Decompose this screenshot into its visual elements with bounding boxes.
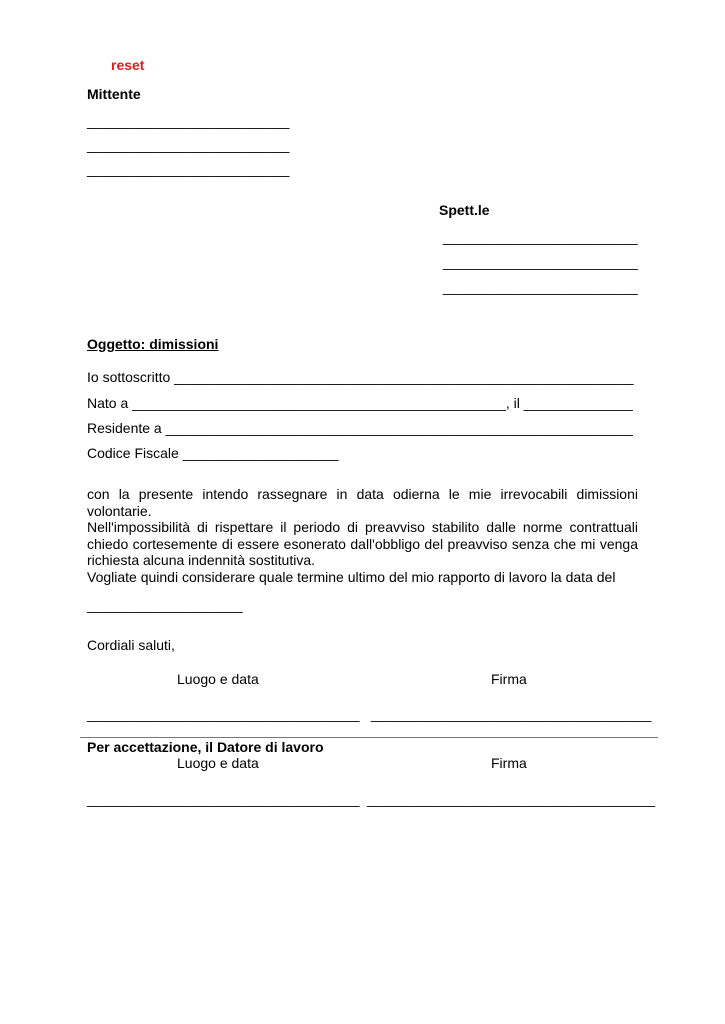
destinatario-line-1[interactable]: _________________________ — [443, 229, 638, 245]
field-nato[interactable]: Nato a ________________________________________________, il ______________ — [87, 395, 633, 411]
mittente-line-3[interactable]: __________________________ — [87, 161, 290, 177]
body-paragraph-3: Vogliate quindi considerare quale termine ultimo del mio rapporto di lavoro la data del — [87, 568, 616, 585]
destinatario-label: Spett.le — [439, 202, 490, 218]
employer-place-date-line[interactable]: ___________________________________ — [87, 791, 360, 807]
employee-place-date-line[interactable]: ___________________________________ — [87, 706, 360, 722]
field-residente[interactable]: Residente a ____________________________________________________________ — [87, 420, 633, 436]
mittente-line-2[interactable]: __________________________ — [87, 137, 290, 153]
destinatario-line-3[interactable]: _________________________ — [443, 279, 638, 295]
employee-place-date-label: Luogo e data — [177, 671, 259, 687]
section-divider — [80, 737, 658, 738]
employer-place-date-label: Luogo e data — [177, 755, 259, 771]
employer-signature-label: Firma — [491, 755, 527, 771]
closing-greeting: Cordiali saluti, — [87, 637, 175, 653]
employee-signature-line[interactable]: ____________________________________ — [371, 706, 652, 722]
reset-link[interactable]: reset — [111, 57, 145, 73]
field-codice-fiscale[interactable]: Codice Fiscale ____________________ — [87, 445, 339, 461]
letter-body — [87, 486, 638, 585]
employee-signature-label: Firma — [491, 671, 527, 687]
employer-signature-line[interactable]: _____________________________________ — [367, 791, 656, 807]
field-sottoscritto[interactable]: Io sottoscritto ___________________________________________________________ — [87, 369, 634, 385]
mittente-label: Mittente — [87, 86, 141, 102]
body-paragraph-2: Nell'impossibilità di rispettare il periodo di preavviso stabilito dalle norme contrattuali chiedo cortesemente di essere esonerato dall'obbligo del preavviso senza che mi venga richiesta alcuna indennità sostitutiva. — [87, 519, 638, 568]
employer-acceptance-heading: Per accettazione, il Datore di lavoro — [87, 739, 324, 755]
destinatario-line-2[interactable]: _________________________ — [443, 254, 638, 270]
body-paragraph-1: con la presente intendo rassegnare in data odierna le mie irrevocabili dimissioni volontarie. — [87, 486, 638, 519]
mittente-line-1[interactable]: __________________________ — [87, 113, 290, 129]
end-date-line[interactable]: ____________________ — [87, 597, 243, 613]
subject-heading: Oggetto: dimissioni — [87, 336, 219, 352]
